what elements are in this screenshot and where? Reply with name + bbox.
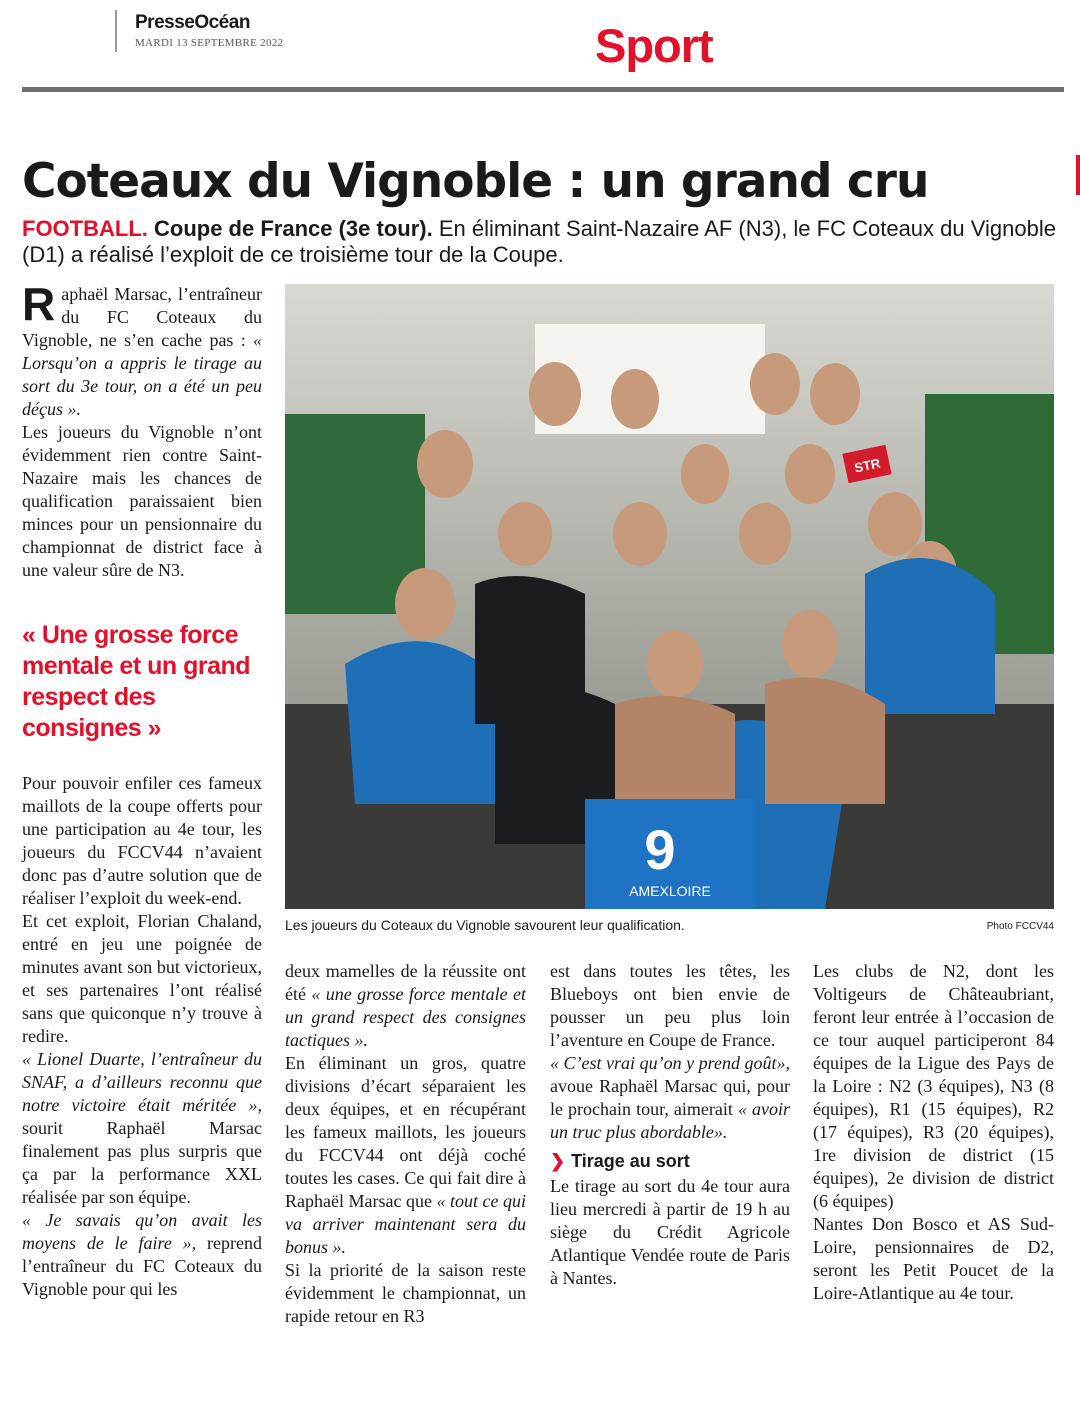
badge-text: STR xyxy=(853,455,882,476)
subkicker: Coupe de France (3e tour). xyxy=(154,216,433,241)
paragraph: Nantes Don Bosco et AS Sud-Loire, pensionnaires de D2, seront les Petit Poucet de la Loire-Atlantique au 4e tour. xyxy=(813,1214,1054,1303)
pull-quote: « Une grosse force mentale et un grand respect des consignes » xyxy=(22,621,251,742)
team-photo xyxy=(285,284,1054,909)
subheading xyxy=(550,1150,790,1173)
jersey-sponsor: AMEXLOIRE xyxy=(629,883,711,899)
chevron-right-icon: ❯ xyxy=(550,1151,566,1171)
masthead xyxy=(115,10,283,52)
quote: « C’est vrai qu’on y prend goût», xyxy=(550,1053,790,1073)
column-4 xyxy=(813,960,1054,1305)
paragraph: Pour pouvoir enfiler ces fameux maillots de la coupe offerts pour une participation au 4e tour, les joueurs du FCCV44 n’avaient donc pas d’autre solution que de réaliser l’exploit du week-end. xyxy=(22,773,262,908)
paragraph: deux mamelles de la réussite ont été xyxy=(285,961,526,1004)
article-headline: Coteaux du Vignoble : un grand cru xyxy=(22,154,929,209)
paragraph: sourit Raphaël Marsac finalement pas plus surpris que ça par la performance XXL réalisée par son équipe. xyxy=(22,1118,262,1207)
paragraph: reprend l’entraîneur du FC Coteaux du Vignoble pour qui les xyxy=(22,1233,263,1299)
quote: « une grosse force mentale et un grand respect des consignes tactiques ». xyxy=(285,984,526,1050)
paragraph: Si la priorité de la saison reste évidemment le championnat, un rapide retour en R3 xyxy=(285,1260,526,1326)
quote: « Lorsqu’on a appris le tirage au sort du 3e tour, on a été un peu déçus ». xyxy=(22,330,263,419)
column-3 xyxy=(550,960,790,1290)
locker-room-illustration xyxy=(285,284,1054,909)
jersey-number: 9 xyxy=(644,818,676,881)
paragraph: est dans toutes les têtes, les Blueboys ont bien envie de pousser un peu plus loin l’aventure en Coupe de France. xyxy=(550,961,790,1050)
column-2 xyxy=(285,960,526,1328)
photo-credit: Photo FCCV44 xyxy=(986,921,1054,932)
paragraph: avoue Raphaël Marsac qui, pour le prochain tour, aimerait xyxy=(550,1076,790,1119)
publication-date: MARDI 13 SEPTEMBRE 2022 xyxy=(135,37,284,49)
paragraph: Les clubs de N2, dont les Voltigeurs de Châteaubriant, feront leur entrée à l’occasion de ce tour auquel participeront 84 équipes de la Ligue des Pays de la Loire : N2 (3 équipes), N3 (8 équipes), R1 (15 équipes), R2 (17 équipes), R3 (20 équipes), 1re division de district (15 équipes), 2e division de district (6 équipes) xyxy=(813,961,1054,1211)
quote: « tout ce qui va arriver maintenant sera du bonus ». xyxy=(285,1191,527,1257)
page-edge-marker xyxy=(1076,155,1080,195)
subheading-text: Tirage au sort xyxy=(571,1151,690,1171)
drop-cap: R xyxy=(22,278,56,330)
paragraph: Et cet exploit, Florian Chaland, entré en jeu une poignée de minutes avant son but victorieux, et ses partenaires l’ont réalisé sans que quiconque n’y trouve à redire. xyxy=(22,911,262,1046)
paragraph: Le tirage au sort du 4e tour aura lieu mercredi à partir de 19 h au siège du Crédit Agricole Atlantique Vendée route de Paris à Nantes. xyxy=(550,1176,790,1288)
quote: « avoir un truc plus abordable». xyxy=(550,1099,790,1142)
paragraph: Les joueurs du Vignoble n’ont évidemment rien contre Saint-Nazaire mais les chances de qualification paraissaient bien minces pour un pensionnaire du championnat de district face à une valeur sûre de N3. xyxy=(22,422,262,580)
kicker: FOOTBALL. xyxy=(22,216,148,241)
column-1-top xyxy=(22,278,263,582)
quote: « Je savais qu’on avait les moyens de le faire », xyxy=(22,1210,262,1253)
section-title: Sport xyxy=(595,19,713,72)
paragraph: aphaël Marsac, l’entraîneur du FC Coteaux du Vignoble, ne s’en cache pas : xyxy=(22,284,262,350)
standfirst-text: En éliminant Saint-Nazaire AF (N3), le FC Coteaux du Vignoble (D1) a réalisé l’exploit de ce troisième tour de la Coupe. xyxy=(22,216,1056,267)
column-1-bottom xyxy=(22,772,262,1301)
header-rule xyxy=(22,87,1064,92)
standfirst xyxy=(22,216,1072,268)
paragraph: En éliminant un gros, quatre divisions d’écart séparaient les deux équipes, et en récupérant les fameux maillots, les joueurs du FCCV44 ont déjà coché toutes les cases. Ce qui fait dire à Raphaël Marsac que xyxy=(285,1053,526,1211)
paper-name: PresseOcéan xyxy=(135,12,250,33)
photo-caption: Les joueurs du Coteaux du Vignoble savourent leur qualification. xyxy=(285,917,685,933)
quote: « Lionel Duarte, l’entraîneur du SNAF, a d’ailleurs reconnu que notre victoire était méritée », xyxy=(22,1049,262,1115)
